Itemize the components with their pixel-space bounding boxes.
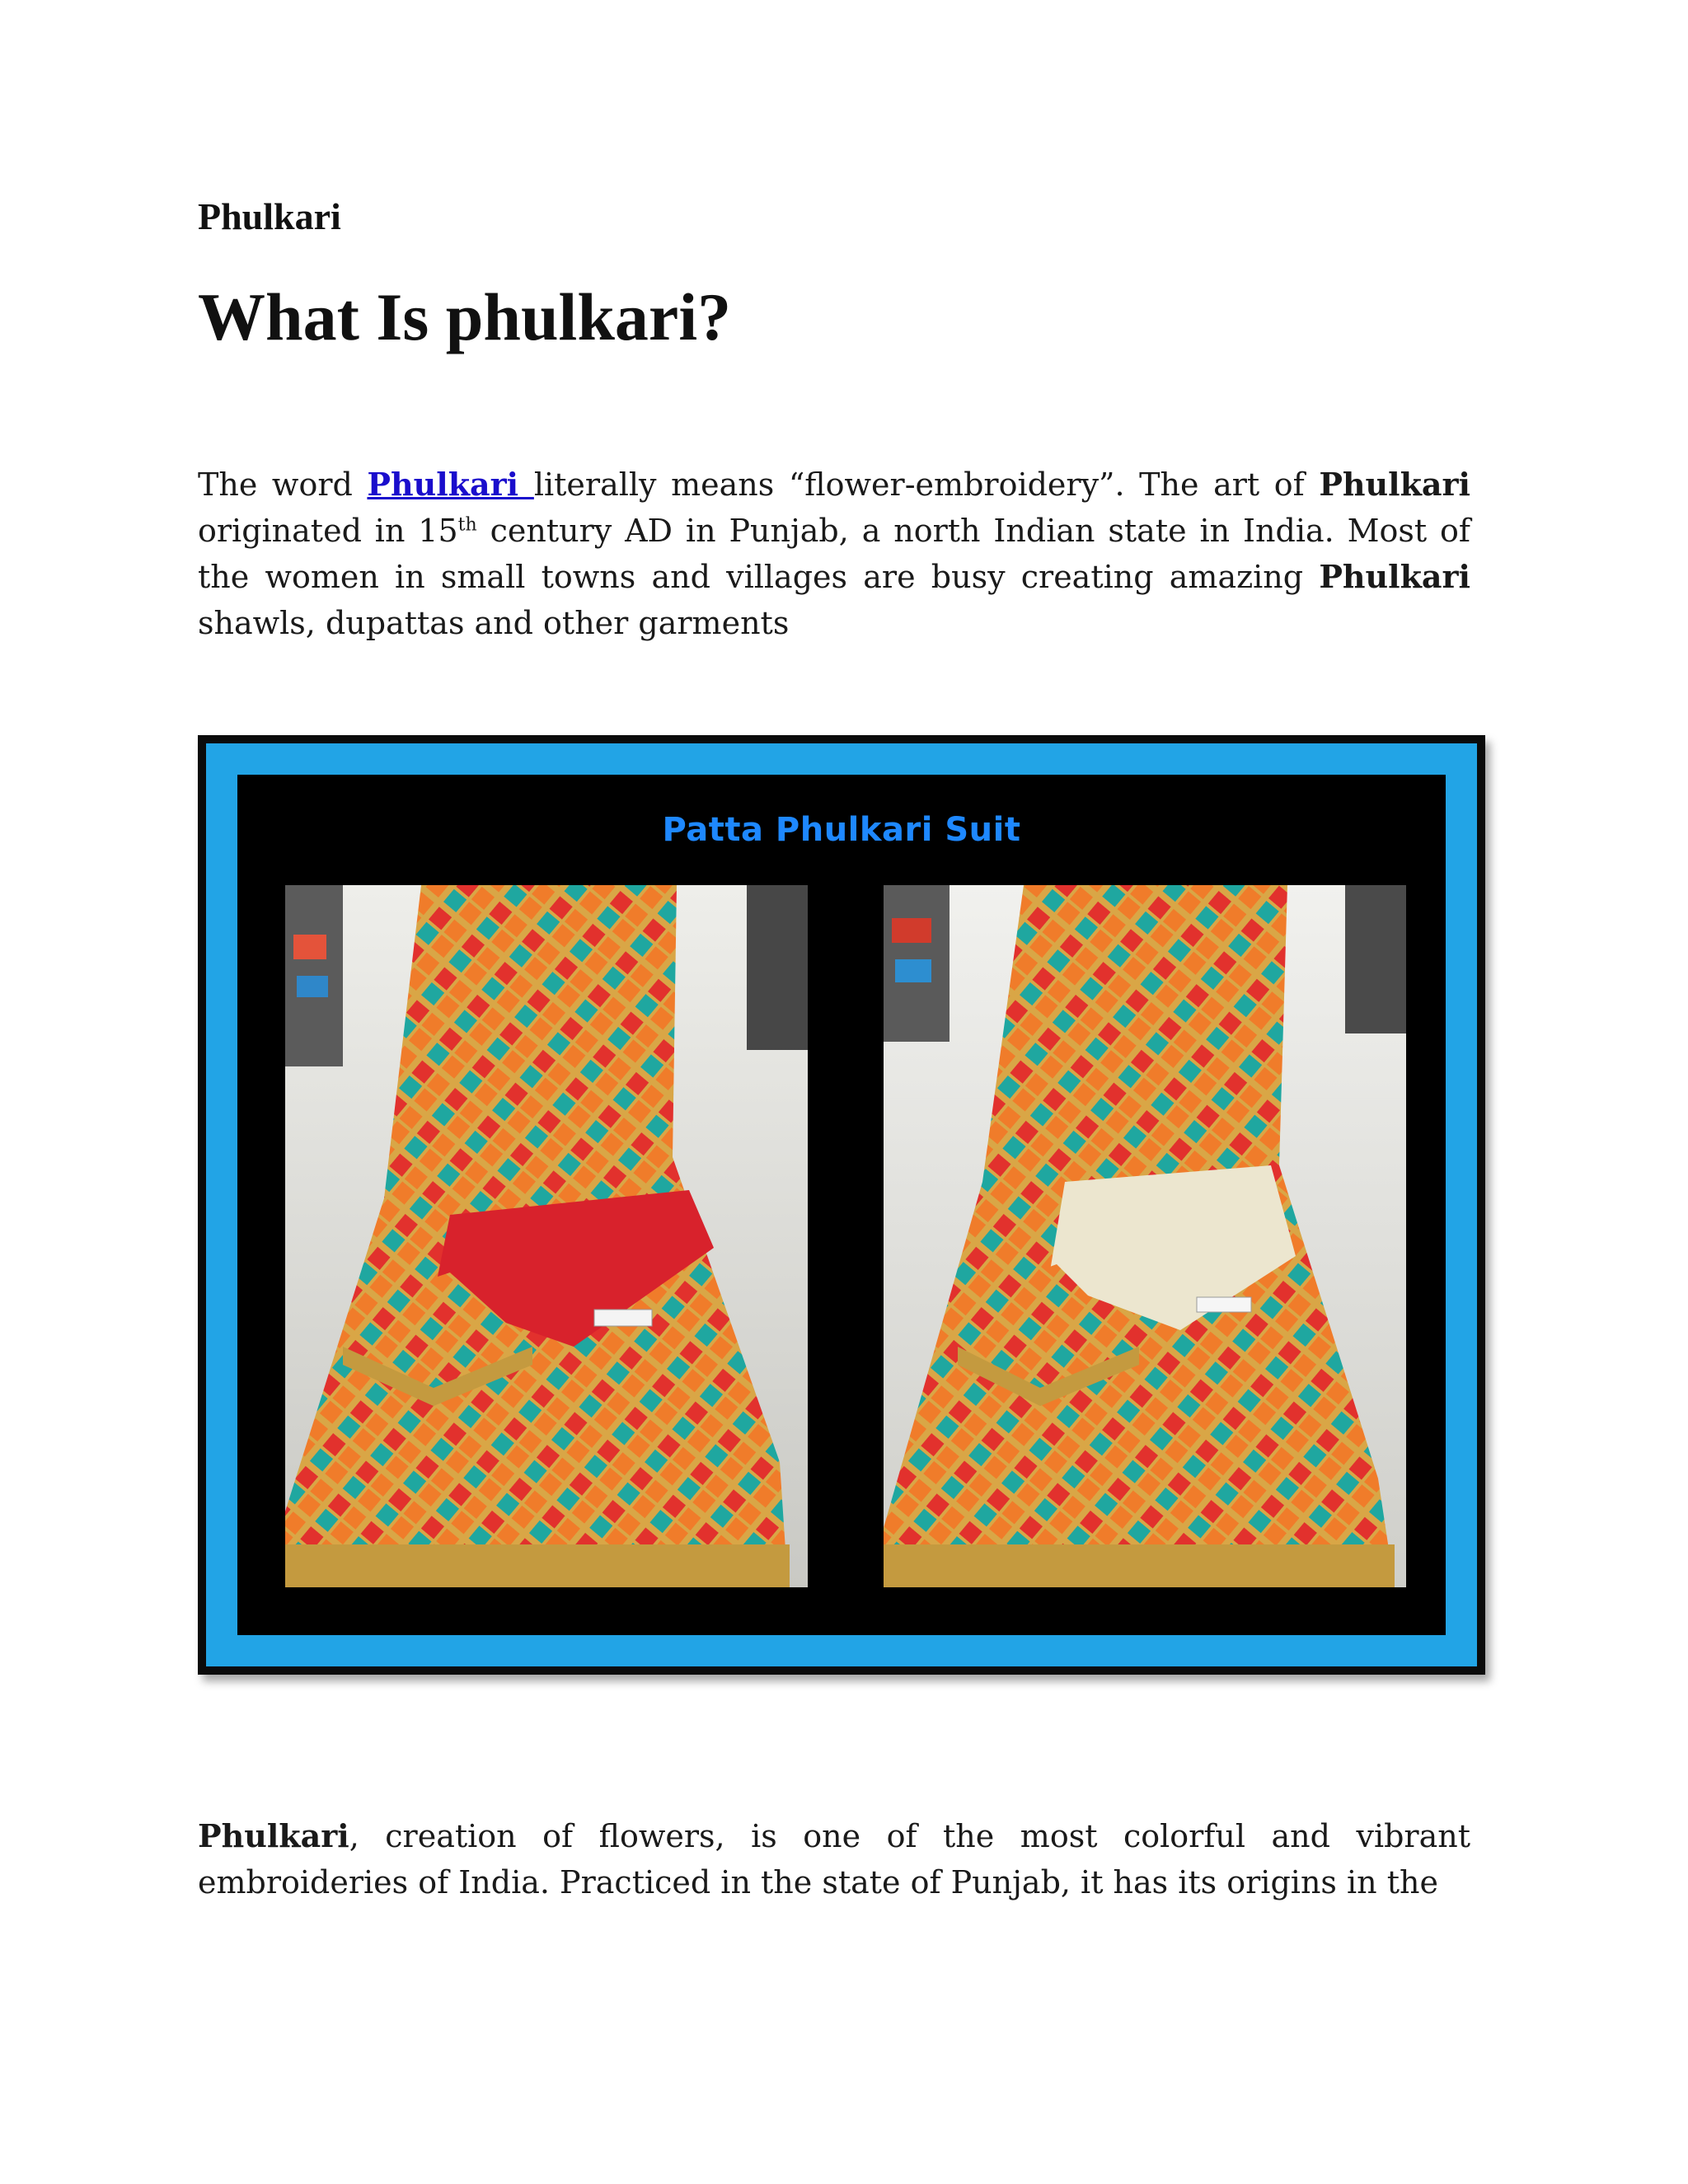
text-run: , creation of flowers, is one of the most colorful and vibrant embroideries of India. Practiced in the state of Punjab, it has its origins in the	[198, 1818, 1470, 1900]
text-run: originated in 15	[198, 513, 458, 549]
text-run: The word	[198, 466, 368, 503]
document-title: What Is phulkari?	[198, 279, 732, 354]
bold-term: Phulkari	[1319, 466, 1470, 503]
phulkari-suit-figure	[198, 735, 1485, 1675]
figure-blue-frame	[206, 743, 1477, 1666]
right-suit-photo	[884, 885, 1406, 1587]
bold-term: Phulkari	[1319, 558, 1470, 595]
ordinal-superscript: th	[457, 514, 477, 536]
body-paragraph	[198, 1813, 1470, 1905]
intro-paragraph	[198, 462, 1470, 646]
left-suit-photo	[285, 885, 808, 1587]
bold-term: Phulkari	[198, 1817, 349, 1854]
text-run: literally means “flower-embroidery”. The art of	[533, 466, 1320, 503]
text-run: century AD in Punjab, a north Indian state in India. Most of the women in small towns and villages are busy creating amazing	[198, 513, 1471, 595]
figure-caption: Patta Phulkari Suit	[662, 811, 1021, 849]
text-run: shawls, dupattas and other garments	[198, 605, 790, 641]
phulkari-link[interactable]: Phulkari	[367, 466, 534, 503]
right-suit-illustration	[884, 885, 1406, 1587]
figure-black-panel	[237, 775, 1446, 1635]
document-kicker: Phulkari	[198, 195, 341, 237]
left-suit-illustration	[285, 885, 808, 1587]
